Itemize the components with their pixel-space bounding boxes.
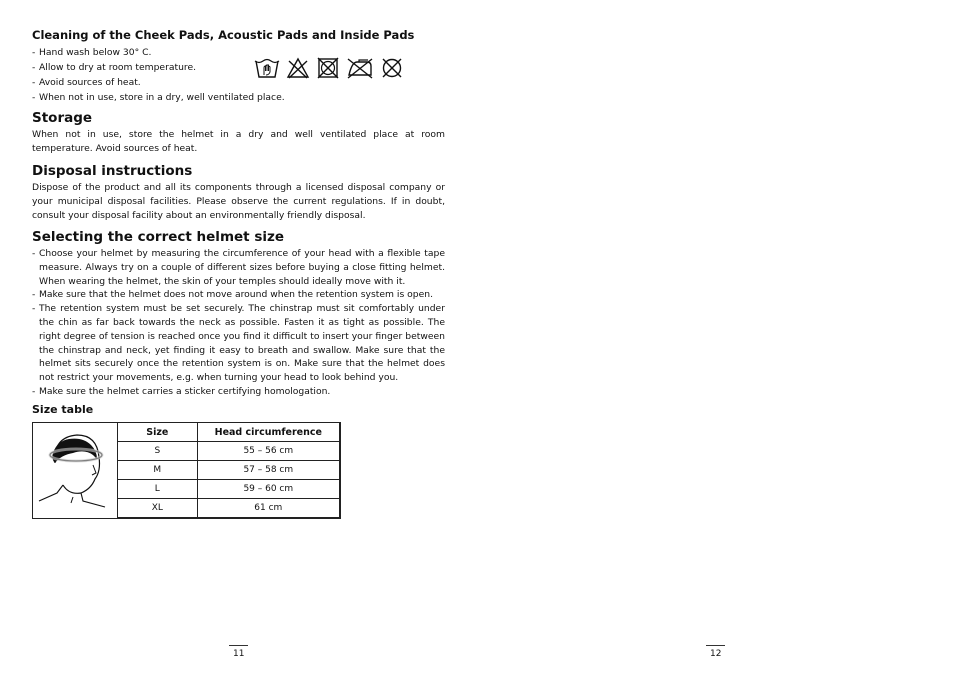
size-column-header: Size [118,423,198,442]
no-tumble-dry-icon [316,57,340,79]
head-circumference-cell: 57 – 58 cm [197,461,339,480]
head-circumference-cell: 55 – 56 cm [197,442,339,461]
head-measurement-illustration [33,423,117,518]
table-header-row [118,423,340,442]
disposal-section [32,163,445,222]
no-dry-clean-icon [380,57,404,79]
storage-heading: Storage [32,110,93,126]
size-grid [117,422,340,518]
helmet-size-section [32,229,445,399]
cleaning-heading: Cleaning of the Cheek Pads, Acoustic Pads and Inside Pads [32,28,415,42]
size-cell: XL [118,499,198,518]
size-cell: L [118,480,198,499]
list-item: - Make sure the helmet carries a sticker certifying homologation. [32,385,445,399]
no-iron-icon [346,57,374,79]
list-item: - When not in use, store in a dry, well ventilated place. [32,90,445,105]
list-item: - Hand wash below 30° C. [32,45,445,60]
hand-wash-icon [254,57,280,79]
no-bleach-icon [286,57,310,79]
helmet-size-list [32,247,445,399]
storage-text: When not in use, store the helmet in a dry and well ventilated place at room temperature. Avoid sources of heat. [32,129,445,154]
list-item: - Allow to dry at room temperature. [32,60,445,75]
size-cell: S [118,442,198,461]
table-row [118,461,340,480]
helmet-size-heading: Selecting the correct helmet size [32,229,284,245]
page-number-left: 11 [233,649,245,659]
disposal-text: Dispose of the product and all its components through a licensed disposal company or your municipal disposal facilities. Please observe the current regulations. If in doubt, consult your disposal facility about an environmentally friendly disposal. [32,182,445,221]
head-circumference-cell: 61 cm [197,499,339,518]
page-number-rule [229,645,248,646]
size-table-title: Size table [32,403,94,416]
list-item: - Make sure that the helmet does not move around when the retention system is open. [32,288,445,302]
head-circumference-cell: 59 – 60 cm [197,480,339,499]
page-number-rule [706,645,725,646]
list-item: - Choose your helmet by measuring the circumference of your head with a flexible tape measure. Always try on a couple of different sizes before buying a close fitting helmet. When wearing the helmet, the skin of your temples should ideally move with it. [32,247,445,288]
size-table [32,422,341,519]
table-row [118,480,340,499]
size-cell: M [118,461,198,480]
page-number-right: 12 [710,649,722,659]
table-row [118,499,340,518]
disposal-heading: Disposal instructions [32,163,193,179]
table-row [118,442,340,461]
head-circumference-column-header: Head circumference [197,423,339,442]
care-symbols [254,57,404,79]
list-item: - Avoid sources of heat. [32,75,445,90]
storage-section [32,110,445,156]
list-item: - The retention system must be set securely. The chinstrap must sit comfortably under the chin as far back towards the neck as possible. Fasten it as tight as possible. The right degree of tension is reached once you find it difficult to insert your finger between the chinstrap and neck, yet finding it easy to breath and swallow. Make sure that the helmet sits securely once the retention system is on. Make sure that the helmet does not restrict your movements, e.g. when turning your head to look behind you. [32,302,445,385]
